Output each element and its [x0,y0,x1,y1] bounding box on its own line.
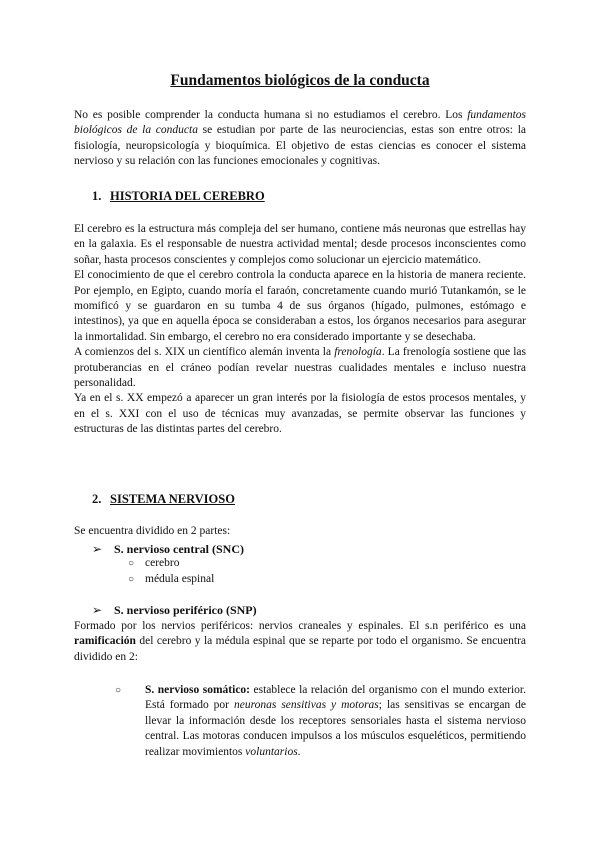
snc-subitem-2 [128,573,214,585]
snp-item [92,603,257,618]
somatico-paragraph [145,683,526,760]
somatico-label: S. nervioso somático: [145,684,251,696]
text: del cerebro y la médula espinal que se reparte por todo el organismo. Se encuentra dividido en 2: [74,635,526,663]
circle-bullet-icon: ○ [128,574,135,585]
text: establece la relación del organismo con el mundo exterior. Está formado por [145,684,526,712]
paragraph [74,345,526,391]
circle-bullet-icon: ○ [115,685,122,696]
italic-term: frenología [334,346,382,359]
snc-subitem-label: cerebro [145,557,180,569]
text: ; las sensitivas se encargan de llevar la información desde los receptores sensoriales hasta el sistema nervioso central. Las motoras conducen impulsos a los músculos esqueléticos, permitiendo realizar movimientos [145,699,527,758]
snc-subitem-label: médula espinal [145,573,215,585]
snc-label: S. nervioso central (SNC) [114,542,244,556]
section-1-number: 1. [92,189,102,203]
section-2-intro: Se encuentra dividido en 2 partes: [74,525,231,537]
paragraph: El conocimiento de que el cerebro controla la conducta aparece en la historia de manera reciente. Por ejemplo, en Egipto, cuando moría el faraón, concretamente cuando murió Tutankamón, se le momificó y se guardaron en su tumba 4 de sus órganos (hígado, pulmones, estómago e intestinos), ya que en aquella época se consideraban a estos, los órganos necesarios para asegurar la inmortalidad. Sin embargo, el cerebro no era considerado importante y se desechaba. [74,269,526,343]
italic-term: voluntarios [245,745,298,758]
text: . La frenología sostiene que las protuberancias en el cráneo podían revelar nuestras cualidades mentales e incluso nuestra personalidad. [74,346,526,390]
section-1-heading [92,189,265,204]
snc-item [92,542,244,557]
page-title: Fundamentos biológicos de la conducta [170,72,430,89]
arrow-bullet-icon: ➢ [92,542,103,556]
intro-paragraph [74,108,526,170]
intro-text-cont: se estudian por parte de las neurociencias, estas son entre otros: la fisiología, neuropsicología y bioquímica. El objetivo de estas ciencias es conocer el sistema nervioso y su relación con las funciones emocionales y cognitivas. [74,124,526,168]
section-2-title: SISTEMA NERVIOSO [110,492,235,506]
paragraph: El cerebro es la estructura más compleja del ser humano, contiene más neuronas que estrellas hay en la galaxia. Es el responsable de nuestra actividad mental; desde procesos inconscientes como soñar, hasta procesos conscientes y complejos como solucionar un ejercicio matemático. [74,223,526,266]
snp-label: S. nervioso periférico (SNP) [114,603,257,617]
section-1-body [74,222,526,438]
text: . [297,745,301,758]
text: A comienzos del s. XIX un científico alemán inventa la [74,346,335,359]
italic-term: neuronas sensitivas y motoras [233,699,379,712]
intro-text: No es posible comprender la conducta humana si no estudiamos el cerebro. Los [74,109,468,121]
section-2-number: 2. [92,492,102,506]
text: Formado por los nervios periféricos: nervios craneales y espinales. El s.n periférico es una [74,620,526,632]
section-2-heading [92,492,235,507]
intro-italic-term: fundamentos biológicos de la conducta [74,109,526,137]
snp-paragraph [74,619,526,665]
arrow-bullet-icon: ➢ [92,603,103,617]
section-1-title: HISTORIA DEL CEREBRO [110,189,265,203]
circle-bullet-icon: ○ [128,558,135,569]
paragraph: Ya en el s. XX empezó a aparecer un gran interés por la fisiología de estos procesos mentales, y en el s. XXI con el uso de técnicas muy avanzadas, se permite observar las funciones y estructuras de las distintas partes del cerebro. [74,392,526,436]
bold-term: ramificación [74,635,136,648]
snc-subitem-1 [128,557,179,569]
